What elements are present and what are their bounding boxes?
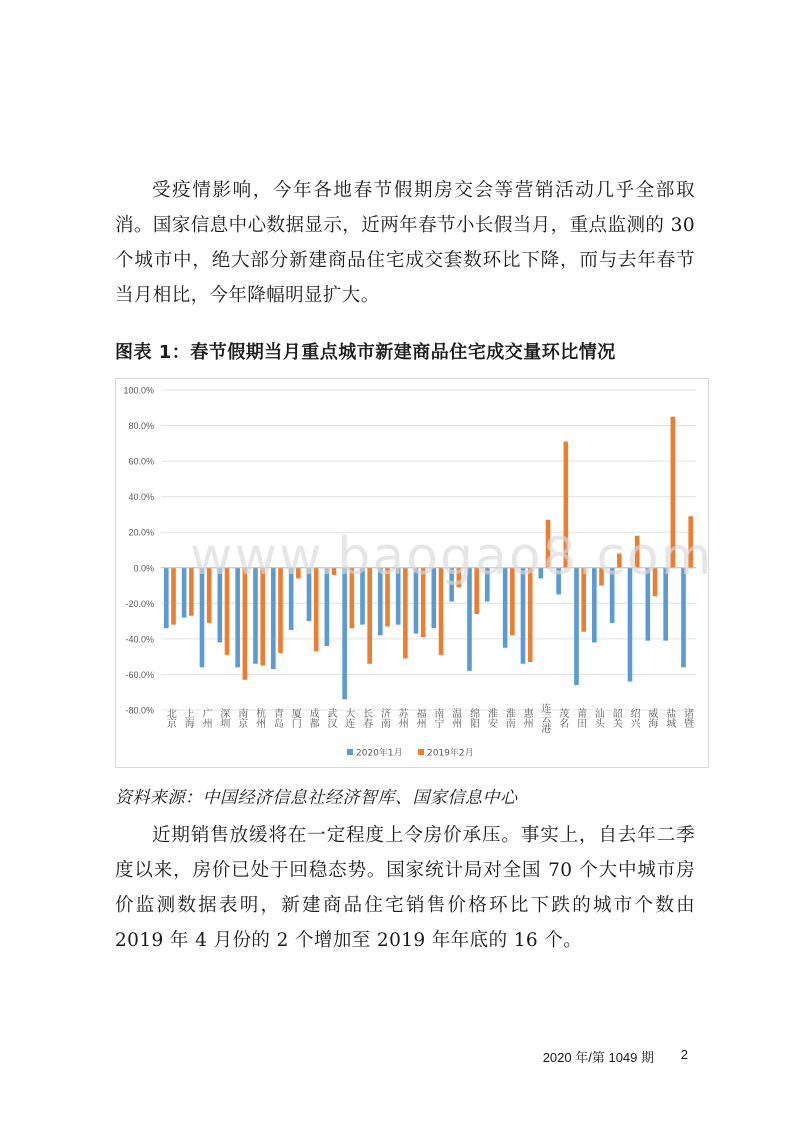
x-tick-label: 北京 (164, 708, 176, 728)
legend-swatch (347, 749, 353, 755)
bar-series-2020-01 (503, 568, 508, 648)
bar-series-2020-01 (235, 568, 240, 668)
bar-series-2019-02 (278, 568, 283, 653)
x-tick-label: 福州 (414, 708, 426, 728)
bar-series-2019-02 (546, 520, 551, 568)
bar-series-2020-01 (663, 568, 668, 641)
x-tick-label: 南京 (235, 708, 247, 728)
x-tick-label: 厦门 (289, 708, 301, 728)
bar-series-2020-01 (396, 568, 401, 625)
y-tick-label: -60.0% (125, 669, 154, 680)
x-tick-label: 茂名 (556, 708, 568, 728)
bar-series-2020-01 (218, 568, 223, 643)
x-tick-label: 温州 (449, 708, 461, 728)
x-tick-label: 大连 (342, 708, 354, 728)
x-tick-label: 绍兴 (628, 708, 640, 728)
x-tick-label: 上海 (182, 708, 194, 728)
x-tick-label: 诸暨 (681, 708, 693, 728)
bar-series-2019-02 (350, 568, 355, 628)
y-tick-label: 60.0% (128, 456, 154, 467)
x-tick-label: 长春 (360, 708, 372, 728)
bar-series-2020-01 (592, 568, 597, 643)
watermark: www.baogao8.com (190, 527, 714, 587)
x-tick-label: 武汉 (324, 708, 336, 728)
bar-series-2020-01 (414, 568, 419, 634)
figure-caption: 图表 1：春节假期当月重点城市新建商品住宅成交量环比情况 (115, 342, 616, 363)
x-tick-label: 济南 (378, 708, 390, 728)
bar-series-2019-02 (260, 568, 265, 666)
bar-series-2019-02 (635, 536, 640, 568)
y-tick-label: 40.0% (128, 492, 154, 503)
y-tick-label: -80.0% (125, 705, 154, 716)
x-tick-label: 淮安 (485, 708, 497, 728)
bar-series-2019-02 (421, 568, 426, 637)
bar-series-2019-02 (653, 568, 658, 596)
bar-series-2019-02 (617, 554, 622, 568)
bar-series-2019-02 (367, 568, 372, 664)
bar-chart (116, 379, 710, 769)
bar-series-2019-02 (332, 568, 337, 575)
y-tick-label: -20.0% (125, 598, 154, 609)
x-tick-label: 淮南 (503, 708, 515, 728)
bar-series-2020-01 (521, 568, 526, 664)
x-tick-label: 韶关 (610, 708, 622, 728)
bar-series-2019-02 (225, 568, 230, 655)
x-tick-label: 莆田 (574, 708, 586, 728)
x-tick-label: 深圳 (217, 708, 229, 728)
x-tick-label: 连云港 (538, 703, 550, 733)
bar-series-2019-02 (528, 568, 533, 662)
y-tick-label: -40.0% (125, 634, 154, 645)
bar-series-2020-01 (289, 568, 294, 630)
bar-series-2020-01 (325, 568, 330, 646)
bar-series-2019-02 (243, 568, 248, 680)
y-tick-label: 100.0% (123, 385, 154, 396)
chart-legend (347, 747, 474, 759)
bar-series-2020-01 (360, 568, 365, 625)
bar-series-2019-02 (439, 568, 444, 655)
bar-series-2019-02 (457, 568, 462, 588)
x-tick-label: 青岛 (271, 708, 283, 728)
body-paragraph: 近期销售放缓将在一定程度上令房价承压。事实上，自去年二季度以来，房价已处于回稳态势。国家统计局对全国 70 个大中城市房价监测数据表明，新建商品住宅销售价格环比下跌的城市个数由 2019 年 4 月份的 2 个增加至 2019 年年底的 16 个。 (115, 825, 695, 951)
bar-series-2019-02 (564, 442, 569, 568)
bar-series-2020-01 (574, 568, 579, 685)
bar-series-2019-02 (510, 568, 515, 636)
issue-label: 2020 年/第 1049 期 (542, 1050, 654, 1065)
x-tick-label: 绵阳 (467, 708, 479, 728)
x-tick-label: 惠州 (521, 708, 533, 728)
x-tick-label: 南宁 (431, 708, 443, 728)
bar-series-2020-01 (646, 568, 651, 641)
x-tick-label: 盐城 (663, 708, 675, 728)
bar-series-2020-01 (378, 568, 383, 636)
bar-series-2020-01 (467, 568, 472, 671)
legend-label: 2019年2月 (427, 748, 474, 759)
x-tick-label: 苏州 (396, 708, 408, 728)
legend-swatch (418, 749, 424, 755)
bar-series-2020-01 (253, 568, 258, 664)
legend-label: 2020年1月 (356, 748, 403, 759)
page-footer (0, 1047, 800, 1067)
bar-series-2019-02 (314, 568, 319, 652)
x-tick-label: 汕头 (592, 708, 604, 728)
bar-series-2020-01 (681, 568, 686, 668)
bar-series-2020-01 (610, 568, 615, 623)
bar-series-2019-02 (599, 568, 604, 586)
bar-series-2019-02 (207, 568, 212, 623)
bar-series-2020-01 (271, 568, 276, 669)
bar-series-2020-01 (539, 568, 544, 579)
y-tick-label: 0.0% (133, 563, 154, 574)
x-tick-label: 威海 (645, 708, 657, 728)
bar-series-2019-02 (385, 568, 390, 627)
bar-series-2019-02 (189, 568, 194, 616)
chart-container (115, 378, 709, 768)
bar-series-2019-02 (671, 417, 676, 568)
y-tick-label: 80.0% (128, 421, 154, 432)
bar-series-2019-02 (403, 568, 408, 659)
bar-series-2019-02 (171, 568, 176, 625)
bar-series-2019-02 (474, 568, 479, 614)
bar-series-2019-02 (296, 568, 301, 579)
bar-series-2020-01 (432, 568, 437, 628)
bar-series-2020-01 (449, 568, 454, 602)
bar-series-2020-01 (628, 568, 633, 682)
bar-series-2020-01 (200, 568, 205, 668)
bar-series-2020-01 (485, 568, 490, 602)
bar-series-2020-01 (342, 568, 347, 700)
x-tick-label: 杭州 (253, 708, 265, 728)
bar-series-2019-02 (581, 568, 586, 632)
source-note: 资料来源：中国经济信息社经济智库、国家信息中心 (115, 788, 518, 808)
bar-series-2020-01 (556, 568, 561, 595)
intro-paragraph: 受疫情影响，今年各地春节假期房交会等营销活动几乎全部取消。国家信息中心数据显示，近两年春节小长假当月，重点监测的 30 个城市中，绝大部分新建商品住宅成交套数环比下降，而与去年春节当月相比，今年降幅明显扩大。 (115, 180, 695, 306)
page-number: 2 (680, 1047, 688, 1062)
bar-series-2020-01 (182, 568, 187, 618)
bar-series-2019-02 (688, 516, 693, 568)
bar-series-2020-01 (307, 568, 312, 621)
x-tick-label: 广州 (200, 708, 212, 728)
x-tick-label: 成都 (307, 708, 319, 728)
bar-series-2020-01 (164, 568, 169, 628)
y-tick-label: 20.0% (128, 527, 154, 538)
